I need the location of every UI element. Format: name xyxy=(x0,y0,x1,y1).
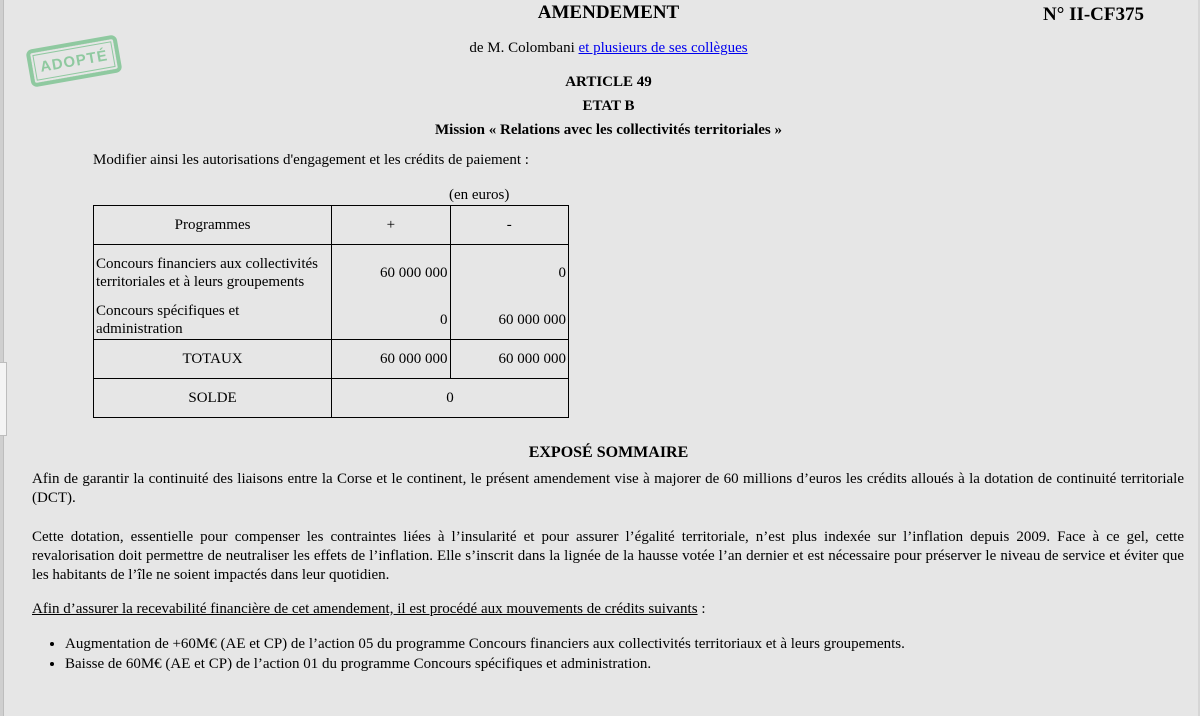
header-minus: - xyxy=(450,206,568,245)
program-minus: 0 xyxy=(450,245,568,302)
program-name: Concours spécifiques et administration xyxy=(94,302,332,340)
document-title: AMENDEMENT xyxy=(537,2,680,23)
credit-moves-intro: Afin d’assurer la recevabilité financière de cet amendement, il est procédé aux mouvements de crédits suivants xyxy=(32,601,698,617)
expose-paragraph-2: Cette dotation, essentielle pour compenser les contraintes liées à l’insularité et pour assurer l’égalité territoriale, n’est plus indexée sur l’inflation depuis 2009. Face à ce gel, cette revalorisation doit permettre de neutraliser les effets de l’inflation. Elle s’inscrit dans la lignée de la hausse votée l’an dernier et est nécessaire pour préserver le niveau de service et éviter que les habitants de l’île ne soient impactés dans leur quotidien. xyxy=(32,529,1184,583)
table-row xyxy=(94,302,569,340)
etat-heading: ETAT B xyxy=(582,98,635,114)
list-item: • Augmentation de +60M€ (AE et CP) de l’action 05 du programme Concours financiers aux collectivités territoriaux et à leurs groupements. xyxy=(65,634,1185,654)
expose-paragraph-3 xyxy=(32,600,1184,619)
program-minus: 60 000 000 xyxy=(450,302,568,340)
credit-moves-list xyxy=(32,634,1185,674)
program-plus: 60 000 000 xyxy=(332,245,450,302)
solde-value: 0 xyxy=(332,379,569,418)
expose-paragraph-1: Afin de garantir la continuité des liaisons entre la Corse et le continent, le présent amendement vise à majorer de 60 millions d’euros les crédits alloués à la dotation de continuité territoriale (DCT). xyxy=(32,471,1184,506)
author-line xyxy=(0,40,1200,57)
list-item: • Baisse de 60M€ (AE et CP) de l’action 01 du programme Concours spécifiques et administration. xyxy=(65,654,1185,674)
cosigners-link[interactable]: et plusieurs de ses collègues xyxy=(578,40,748,56)
program-plus: 0 xyxy=(332,302,450,340)
side-panel-handle[interactable] xyxy=(0,362,7,436)
table-header-row xyxy=(94,206,569,245)
solde-label: SOLDE xyxy=(94,379,332,418)
totals-row xyxy=(94,340,569,379)
amendment-number: N° II-CF375 xyxy=(1043,4,1145,25)
header-programmes: Programmes xyxy=(94,206,332,245)
header-plus: + xyxy=(332,206,450,245)
stamp-label: ADOPTÉ xyxy=(38,46,110,76)
program-name: Concours financiers aux collectivités territoriales et à leurs groupements xyxy=(94,245,332,302)
table-row xyxy=(94,245,569,302)
article-heading: ARTICLE 49 xyxy=(565,74,652,90)
credits-table xyxy=(93,205,569,418)
unit-label: (en euros) xyxy=(449,187,510,203)
mission-heading: Mission « Relations avec les collectivités territoriales » xyxy=(435,122,782,138)
totals-plus: 60 000 000 xyxy=(332,340,450,379)
solde-row xyxy=(94,379,569,418)
expose-heading: EXPOSÉ SOMMAIRE xyxy=(528,444,689,461)
totals-minus: 60 000 000 xyxy=(450,340,568,379)
totals-label: TOTAUX xyxy=(94,340,332,379)
credit-moves-colon: : xyxy=(697,601,706,617)
intro-text: Modifier ainsi les autorisations d'engagement et les crédits de paiement : xyxy=(93,152,529,168)
author-name: de M. Colombani xyxy=(469,40,575,56)
